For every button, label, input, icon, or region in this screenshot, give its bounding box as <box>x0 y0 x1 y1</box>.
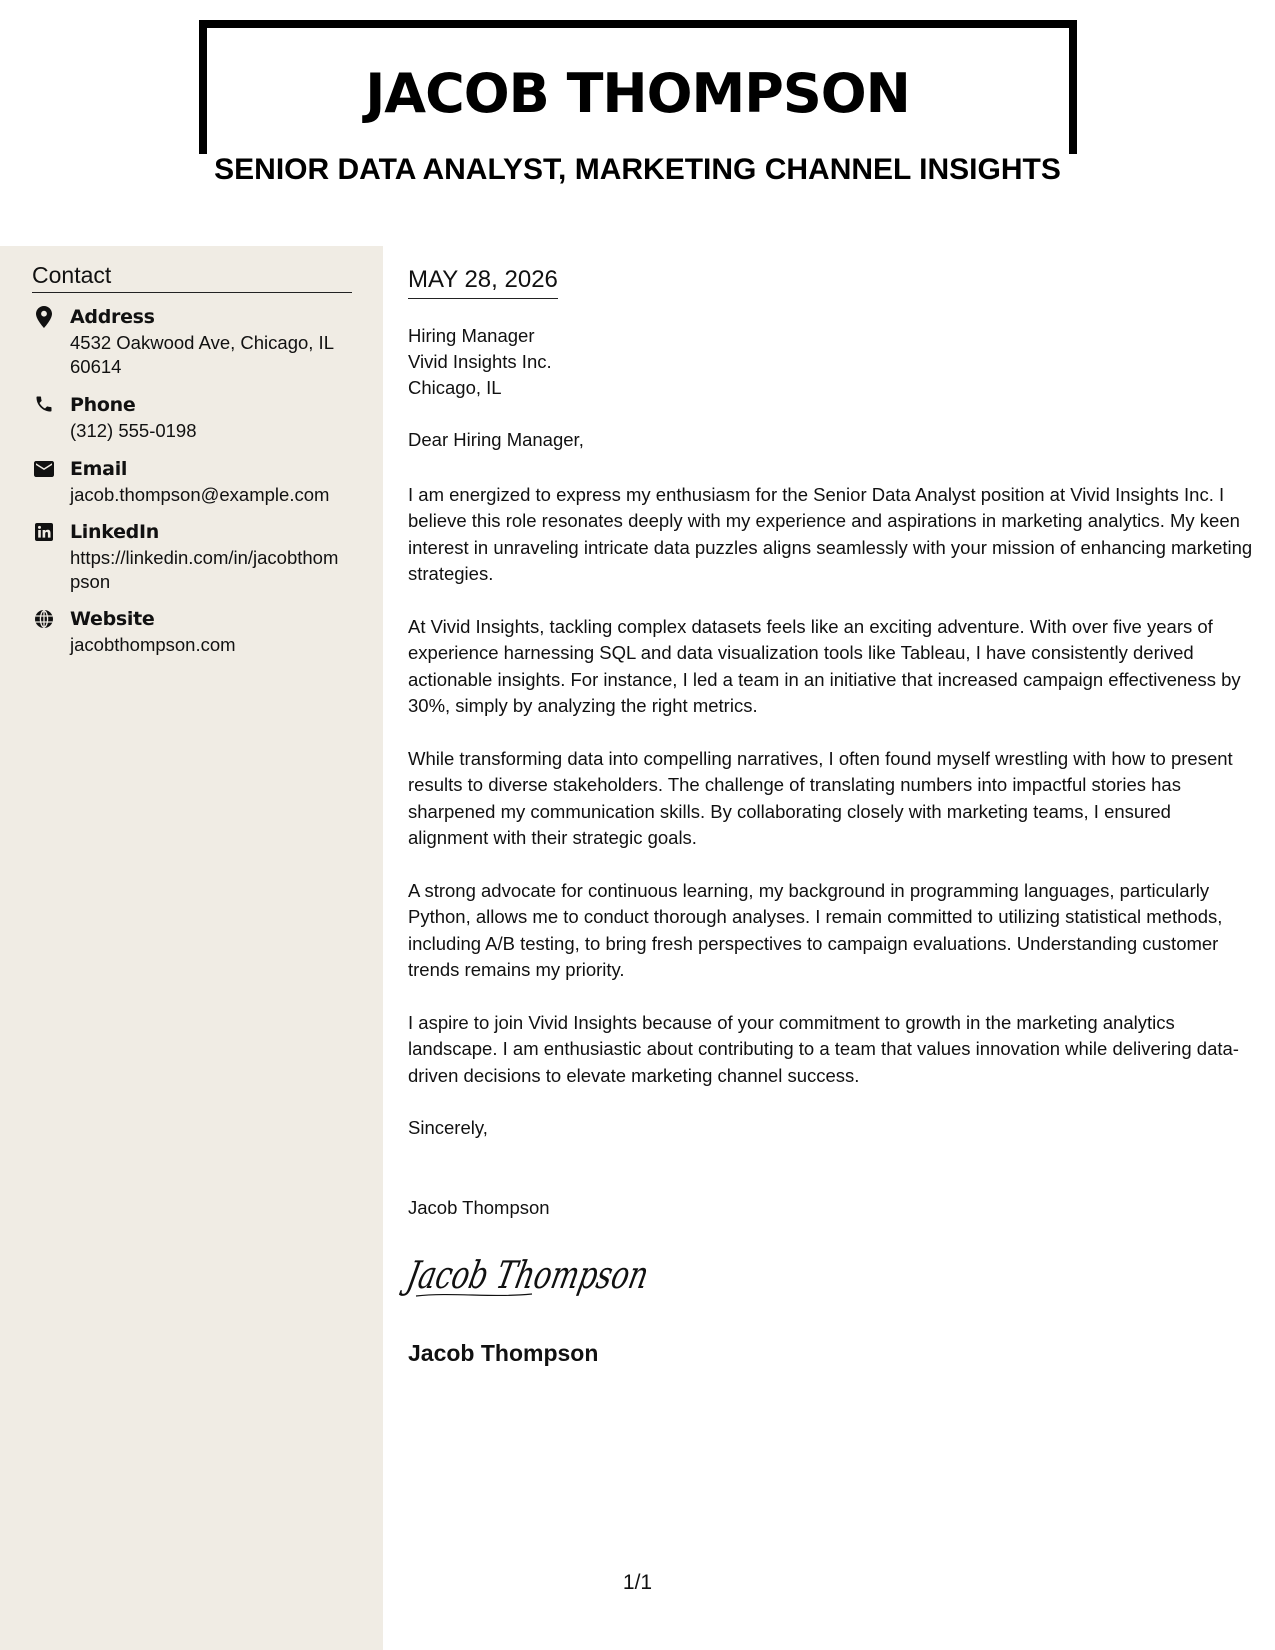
body-paragraph: A strong advocate for continuous learning, my background in programming languages, particularly Python, allows me to conduct thorough analyses. I remain committed to utilizing statistical methods, including A/B testing, to bring fresh perspectives to campaign evaluations. Understanding customer trends remains my priority. <box>408 880 1223 981</box>
applicant-name: JACOB THOMPSON <box>365 62 910 125</box>
body-paragraph: While transforming data into compelling narratives, I often found myself wrestling with how to present results to diverse stakeholders. The challenge of translating numbers into impactful stories has sharpened my communication skills. By collaborating closely with marketing teams, I ensured alignment with their strategic goals. <box>408 748 1233 849</box>
body-paragraph: I aspire to join Vivid Insights because of your commitment to growth in the marketing analytics landscape. I am enthusiastic about contributing to a team that values innovation while delivering data-driven decisions to elevate marketing channel success. <box>408 1012 1239 1086</box>
contact-label: Website <box>70 608 155 630</box>
globe-icon <box>32 608 56 632</box>
salutation: Dear Hiring Manager, <box>408 429 584 450</box>
job-title: SENIOR DATA ANALYST, MARKETING CHANNEL INSIGHTS <box>214 153 1061 186</box>
typed-name: Jacob Thompson <box>408 1197 550 1218</box>
signature-image <box>402 1246 731 1311</box>
map-pin-icon <box>32 306 56 330</box>
body-paragraph: I am energized to express my enthusiasm for the Senior Data Analyst position at Vivid Insights Inc. I believe this role resonates deeply with my experience and aspirations in marketing analytics. My keen interest in unraveling intricate data puzzles aligns seamlessly with your mission of enhancing marketing strategies. <box>408 484 1253 585</box>
contact-value: jacobthompson.com <box>70 634 236 655</box>
envelope-icon <box>32 458 56 482</box>
closing: Sincerely, <box>408 1117 488 1138</box>
contact-label: Phone <box>70 394 136 416</box>
linkedin-icon <box>32 521 56 545</box>
contact-value: 4532 Oakwood Ave, Chicago, IL 60614 <box>70 332 334 377</box>
contact-label: LinkedIn <box>70 521 159 543</box>
recipient-line: Hiring Manager <box>408 325 535 346</box>
letter-date: MAY 28, 2026 <box>408 266 558 299</box>
contact-label: Email <box>70 458 128 480</box>
recipient-line: Chicago, IL <box>408 377 502 398</box>
contact-label: Address <box>70 306 155 328</box>
page-number: 1/1 <box>622 1571 653 1594</box>
contact-value: (312) 555-0198 <box>70 420 197 441</box>
recipient-line: Vivid Insights Inc. <box>408 351 552 372</box>
body-paragraph: At Vivid Insights, tackling complex datasets feels like an exciting adventure. With over five years of experience harnessing SQL and data visualization tools like Tableau, I have consistently derived actionable insights. For instance, I led a team in an initiative that increased campaign effectiveness by 30%, simply by analyzing the right metrics. <box>408 616 1241 717</box>
svg-text:Jacob Thompson: Jacob Thompson <box>402 1253 731 1298</box>
recipient-block <box>408 323 552 401</box>
phone-icon <box>32 394 56 418</box>
signed-name: Jacob Thompson <box>408 1340 599 1366</box>
contact-value: https://linkedin.com/in/jacobthompson <box>70 547 339 592</box>
contact-value: jacob.thompson@example.com <box>70 484 330 505</box>
contact-sidebar <box>0 246 383 1650</box>
contact-heading: Contact <box>32 262 352 293</box>
